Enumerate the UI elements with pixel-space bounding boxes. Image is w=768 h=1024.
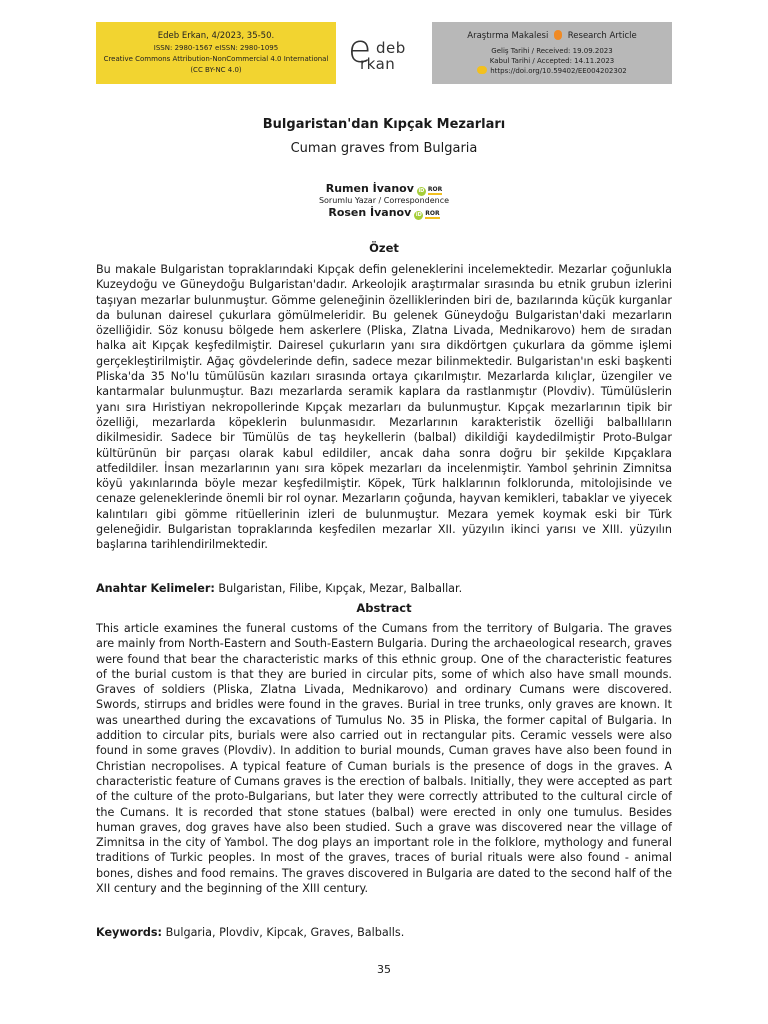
journal-header: [96, 22, 672, 84]
author-1-role: Sorumlu Yazar / Correspondence: [318, 196, 450, 205]
keywords-tr-label: Anahtar Kelimeler:: [96, 582, 215, 595]
received-date: Geliş Tarihi / Received: 19.09.2023: [491, 47, 613, 55]
keywords-en-label: Keywords:: [96, 926, 163, 939]
orcid-icon[interactable]: iD: [415, 212, 422, 218]
doi-line: [432, 66, 672, 76]
edeb-erkan-logo-icon: e deb rkan: [348, 27, 406, 73]
journal-logo: [342, 22, 426, 84]
article-type: Araştırma Makalesi Research Article: [467, 31, 637, 41]
article-title: Bulgaristan'dan Kıpçak Mezarları: [262, 117, 506, 132]
ror-icon[interactable]: ROR: [425, 210, 440, 217]
ozet-text: Bu makale Bulgaristan topraklarındaki Kıpçak defin geleneklerini incelemektedir. Mezarlar çoğunlukla Kuzeydoğu ve Güneydoğu Bulgaristan'dadır. Arkeolojik araştırmalar sırasında bu etnik grubun izlerini taşıyan mezarlar bulunmuştur. Gömme geleneğinin özelliklerinden biri de, bazılarında küçük kurganlar da bulunan dairesel çukurlara gömülmeleridir. Bu gelenek Güneydoğu Bulgaristan'daki mezarların özelliğidir. Söz konusu bölgede hem askerlere (Pliska, Zlatna Livada, Mednikarovo) hem de sıradan halka ait Kıpçak keşfedilmiştir. Dairesel çukurların yanı sıra dikdörtgen çukurlara da gömme işlemi gerçekleştirilmiştir. Ağaç gövdelerinde defin, sadece mezar bilinmektedir. Bulgaristan'ın eski başkenti Pliska'da 35 No'lu tümülüsün kazıları sırasında ortaya çıkarılmıştır. Mezarlarda kılıçlar, üzengiler ve kantarmalar bulunmuştur. Bazı mezarlarda seramik kaplara da rastlanmıştır (Plovdiv). Tümülüslerin yanı sıra Hıristiyan nekropollerinde Kıpçak mezarları da bulunmuştur. Kıpçak mezarlarının tipik bir özelliği, mezarlarda köpeklerin bulunmasıdır. Mezarlarının karakteristik özelliği balballıların dikilmesidir. Sadece bir Tümülüs de taş heykellerin (balbal) dikildiği kaydedilmiştir Proto-Bulgar kültürünün bir parçası olarak kabul edildiler, ancak daha sonra doğru bir şekilde Kıpçaklara atfedildiler. İnsan mezarlarının yanı sıra köpek mezarları da incelenmiştir. Yambol şehrinin Zimnitsa köyü yakınlarında böyle mezar keşfedilmiştir. Köpek, Türk halklarının folklorunda, mitolojisinde ve cenaze geleneklerinde önemli bir rol oynar. Mezarların çoğunda, hayvan kemikleri, tabaklar ve yiyecek kalıntıları gibi gömme ritüellerinin izleri de bulunmuştur. Mezara yemek koymak eski bir Türk geleneğidir. Bulgaristan topraklarında keşfedilen mezarlar XII. yüzyılın ikinci yarısı ve XIII. yüzyılın başlarına tarihlendirilmektedir.: [96, 263, 672, 552]
orcid-icon[interactable]: iD: [418, 188, 425, 194]
abstract-text: This article examines the funeral customs of the Cumans from the territory of Bulgaria. The graves are mainly from North-Eastern and South-Eastern Bulgaria. During the archaeological research, graves were found that bear the characteristic marks of this ethnic group. One of the characteristic features of the burial custom is that they are buried in circular pits, some of which also have small mounds. Graves of soldiers (Pliska, Zlatna Livada, Mednikarovo) and ordinary Cumans were discovered. Swords, stirrups and bridles were found in the graves. Burial in tree trunks, only graves are known. It was unearthed during the excavations of Tumulus No. 35 in Pliska, the former capital of Bulgaria. In addition to circular pits, burials were also carried out in rectangular pits. Ceramic vessels were also found in some graves (Plovdiv). In addition to burial mounds, Cuman graves have also been found in Christian necropolises. A typical feature of Cuman burials is the presence of dogs in the graves. A characteristic feature of Cumans graves is the erection of balbals. Initially, they were accepted as part of the culture of the proto-Bulgarians, but later they were correctly attributed to the cultural circle of the Cumans. It is recorded that stone statues (balbal) were erected in only one tumulus. Besides human graves, dog graves have also been studied. Such a grave was discovered near the village of Zimnitsa in the city of Yambol. The dog plays an important role in the folklore, mythology and funeral traditions of Turkic peoples. In most of the graves, traces of burial rituals were also found - animal bones, dishes and food remains. The graves discovered in Bulgaria are dated to the second half of the XII century and the beginning of the XIII century.: [96, 622, 672, 896]
author-1: Rumen İvanov iD ROR: [325, 182, 443, 195]
ozet-heading: Özet: [369, 241, 399, 255]
license-line-2: (CC BY-NC 4.0): [190, 66, 242, 74]
journal-issn: ISSN: 2980-1567 eISSN: 2980-1095: [153, 44, 279, 52]
open-access-icon: [554, 30, 562, 40]
accepted-date: Kabul Tarihi / Accepted: 14.11.2023: [489, 57, 615, 65]
journal-citation: Edeb Erkan, 4/2023, 35-50.: [157, 31, 275, 41]
journal-info-panel: [96, 22, 336, 84]
doi-link[interactable]: https://doi.org/10.59402/EE004202302: [490, 67, 627, 75]
keywords-en: [96, 925, 672, 940]
keywords-en-value: Bulgaria, Plovdiv, Kipcak, Graves, Balballs.: [162, 926, 405, 939]
author-2: Rosen İvanov iD ROR: [328, 206, 440, 219]
article-info-panel: [432, 22, 672, 84]
author-block: [0, 182, 768, 220]
page-number: 35: [377, 963, 391, 976]
keywords-tr-value: Bulgaristan, Filibe, Kıpçak, Mezar, Balballar.: [214, 582, 463, 595]
article-subtitle: Cuman graves from Bulgaria: [290, 141, 478, 156]
ror-icon[interactable]: ROR: [427, 186, 443, 193]
abstract-heading: Abstract: [356, 601, 412, 615]
keywords-tr: [96, 581, 672, 596]
doi-icon: [477, 66, 487, 74]
license-line-1: Creative Commons Attribution-NonCommercial 4.0 International: [103, 55, 329, 63]
